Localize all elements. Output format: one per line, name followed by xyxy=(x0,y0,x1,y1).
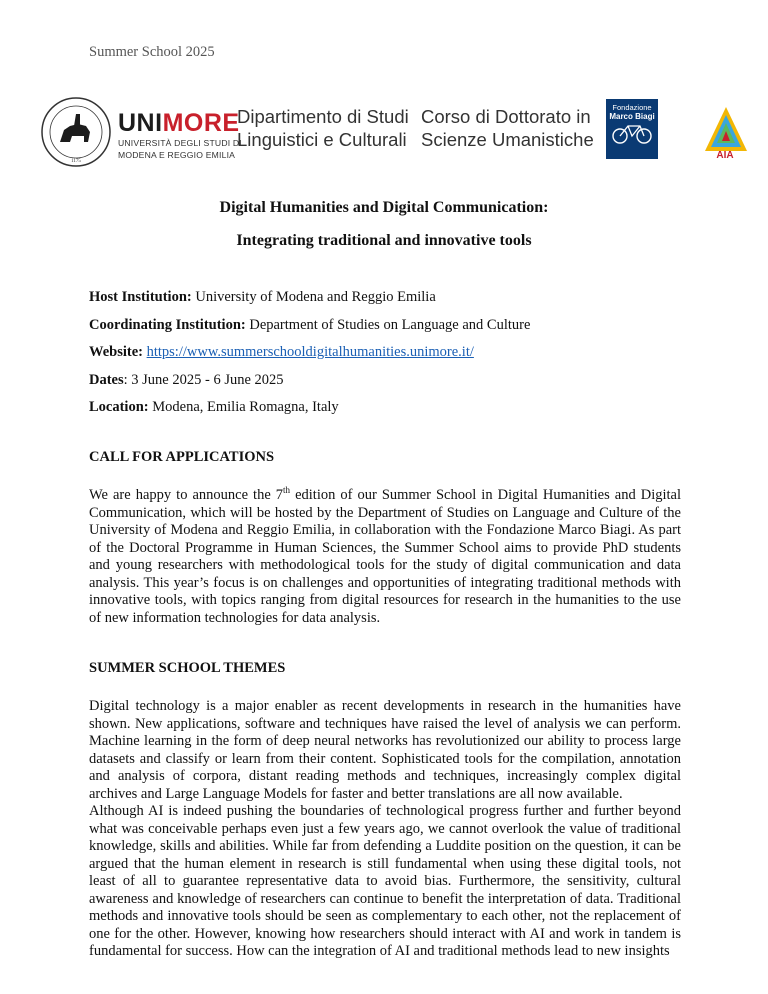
dates-row xyxy=(89,367,530,395)
call-text-start: We are happy to announce the 7 xyxy=(89,487,284,503)
fmb-line2: Marco Biagi xyxy=(609,112,655,121)
coord-label: Coordinating Institution: xyxy=(89,316,246,333)
dates-value: : 3 June 2025 - 6 June 2025 xyxy=(123,371,284,388)
themes-body xyxy=(89,698,681,961)
document-title-line1: Digital Humanities and Digital Communication: xyxy=(219,199,549,216)
event-info-block xyxy=(89,284,530,422)
fmb-line1: Fondazione xyxy=(612,103,652,112)
call-text-rest: edition of our Summer School in Digital Humanities and Digital Communication, which will be hosted by the Department of Studies on Language and Culture of the University of Modena and Reggio Emilia, in collaboration with the Fondazione Marco Biagi. As part of the Doctoral Programme in Human Sciences, the Summer School aims to provide PhD students and young researchers with methodological tools for the study of digital communication and data analysis. This year’s focus is on challenges and opportunities of integrating traditional methods with innovative tools, with topics ranging from digital resources for research in the humanities to the use of new information technologies for data analysis. xyxy=(89,487,681,626)
course-line1: Corso di Dottorato in xyxy=(421,106,591,127)
website-label: Website: xyxy=(89,344,143,360)
unimore-part2: MORE xyxy=(162,109,240,137)
host-value: University of Modena and Reggio Emilia xyxy=(191,289,436,305)
host-label: Host Institution: xyxy=(89,289,192,305)
bicycle-icon xyxy=(610,121,654,145)
coordinating-institution-row xyxy=(89,312,530,340)
course-line2: Scienze Umanistiche xyxy=(421,129,594,150)
logo-banner xyxy=(0,96,768,176)
unimore-part1: UNI xyxy=(118,109,163,137)
call-for-applications-heading: CALL FOR APPLICATIONS xyxy=(89,449,275,465)
seal-year: 1175 xyxy=(71,159,81,164)
university-seal-logo xyxy=(40,96,112,168)
aia-label: AIA xyxy=(716,150,734,161)
themes-paragraph-2: Although AI is indeed pushing the boundaries of technological progress further and further beyond what was conceivable perhaps even just a few years ago, we cannot overlook the value of traditional knowledge, skills and abilities. While far from defending a Luddite position on the question, it can be argued that the human element in research is still fundamental when using these digital tools, not least of all to guarantee representative data to avoid bias. Furthermore, the sensitivity, cultural awareness and knowledge of researchers can continue to benefit the interpretation of data. Traditional methods and innovative tools should be seen as complementary to each other, not the replacement of one for the other. However, knowing how researchers should interact with AI and work in tandem is fundamental for success. How can the integration of AI and traditional methods lead to new insights xyxy=(89,803,681,959)
website-row xyxy=(89,339,530,367)
coord-value: Department of Studies on Language and Culture xyxy=(245,316,531,333)
location-label: Location: xyxy=(89,399,149,415)
department-logo xyxy=(237,105,409,151)
dept-line1: Dipartimento di Studi xyxy=(237,106,409,127)
dates-label: Dates xyxy=(89,371,124,388)
unimore-subtitle-2: MODENA E REGGIO EMILIA xyxy=(118,150,236,160)
call-for-applications-paragraph xyxy=(89,487,681,627)
document-title-line2: Integrating traditional and innovative tools xyxy=(236,232,532,249)
location-value: Modena, Emilia Romagna, Italy xyxy=(148,399,339,415)
host-institution-row xyxy=(89,284,530,312)
unimore-logo xyxy=(118,110,242,160)
summer-school-themes-heading: SUMMER SCHOOL THEMES xyxy=(89,660,286,676)
unimore-subtitle-1: UNIVERSITÀ DEGLI STUDI DI xyxy=(118,138,242,148)
fondazione-marco-biagi-logo xyxy=(606,99,658,159)
website-link[interactable]: https://www.summerschooldigitalhumanities.unimore.it/ xyxy=(146,344,474,360)
call-ordinal-suffix: th xyxy=(283,485,291,496)
dept-line2: Linguistici e Culturali xyxy=(237,129,407,150)
location-row xyxy=(89,394,530,422)
running-head: Summer School 2025 xyxy=(89,44,215,60)
doctoral-course-logo xyxy=(421,105,594,151)
themes-paragraph-1: Digital technology is a major enabler as recent developments in research in the humanities have shown. New applications, software and techniques have raised the level of analysis we can perform. Machine learning in the form of deep neural networks has revolutionized our ability to process large datasets and classify or learn from their content. Sophisticated tools for the compilation, annotation and analysis of corpora, distant reading methods and techniques, increasingly complex digital archives and Large Language Models for faster and better translations are all now available. xyxy=(89,698,681,802)
